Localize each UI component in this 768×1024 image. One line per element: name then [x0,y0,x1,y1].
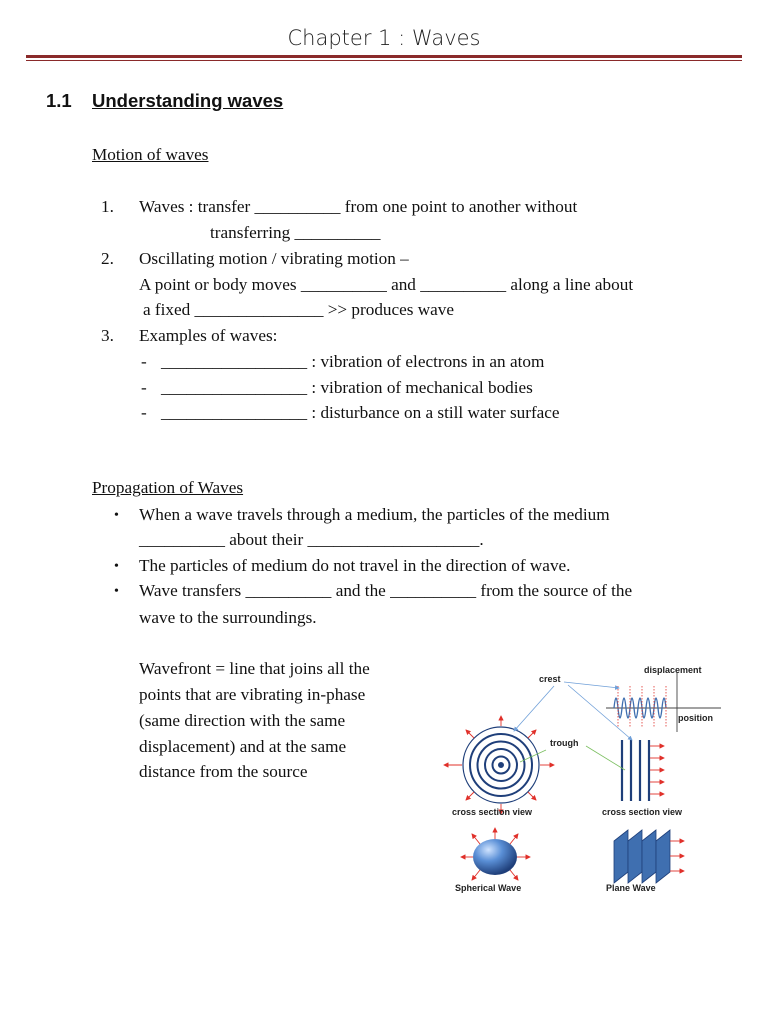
motion-heading: Motion of waves [92,145,209,164]
section-number: 1.1 [46,90,72,111]
position-label: position [678,713,713,723]
bullet-2-line1: The particles of medium do not travel in the direction of wave. [139,556,571,575]
section-title: Understanding waves [92,90,284,111]
propagation-heading: Propagation of Waves [92,478,244,497]
wavefront-diagram [436,658,736,903]
chapter-title: Chapter 1 : Waves [287,26,481,50]
plane-wavefront-lines [622,740,649,801]
wavefront-line-1: Wavefront = line that joins all the [139,659,370,678]
bullet-1-line2: __________ about their ____________________. [139,530,484,549]
example-2-text: _________________ : vibration of mechanical bodies [161,378,533,397]
spherical-wave-ball [473,839,517,875]
wavefront-line-3: (same direction with the same [139,711,346,730]
item-2-line2: A point or body moves __________ and __________ along a line about [139,275,634,294]
item-3-number: 3. [101,326,114,345]
bullet-1-line1: When a wave travels through a medium, the particles of the medium [139,505,610,524]
displacement-label: displacement [644,665,702,675]
spherical-wave-label: Spherical Wave [455,883,522,893]
item-2-number: 2. [101,249,114,268]
concentric-wavefronts [463,727,539,803]
bullet-3-symbol: • [114,584,119,599]
example-3-dash: - [141,403,147,422]
bullet-3-line1: Wave transfers __________ and the __________ from the source of the [139,581,633,600]
cross-section-label-right: cross section view [602,807,683,817]
header-rule-thick [26,55,742,58]
plane-wave-label: Plane Wave [606,883,656,893]
wavefront-line-4: displacement) and at the same [139,737,347,756]
label-pointers [514,682,632,740]
wave-red-dashes [618,686,666,728]
item-1-line1: Waves : transfer __________ from one point to another without [139,197,578,216]
example-1-text: _________________ : vibration of electrons in an atom [161,352,545,371]
header-rule-thin [26,60,742,61]
bullet-2-symbol: • [114,559,119,574]
example-1-dash: - [141,352,147,371]
item-1-line2: transferring __________ [210,223,381,242]
plane-wave-sheets [614,830,670,883]
example-2-dash: - [141,378,147,397]
item-2-line1: Oscillating motion / vibrating motion – [139,249,409,268]
bullet-3-line2: wave to the surroundings. [139,608,317,627]
item-3-line1: Examples of waves: [139,326,278,345]
cross-section-label-left: cross section view [452,807,533,817]
plane-sheet-arrows [670,841,684,871]
wavefront-line-2: points that are vibrating in-phase [139,685,366,704]
item-1-number: 1. [101,197,114,216]
bullet-1-symbol: • [114,508,119,523]
item-2-line3: a fixed _______________ >> produces wave [143,300,455,319]
crest-label: crest [539,674,561,684]
wavefront-line-5: distance from the source [139,762,308,781]
plane-direction-arrows [650,746,664,794]
trough-label: trough [550,738,579,748]
example-3-text: _________________ : disturbance on a still water surface [161,403,560,422]
